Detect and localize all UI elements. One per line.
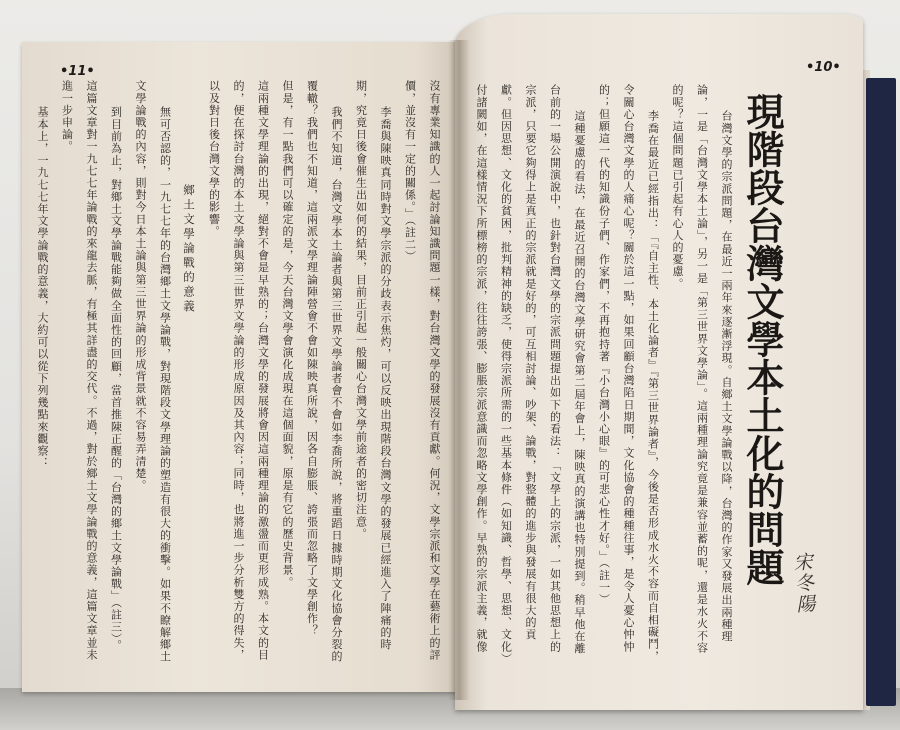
paragraph: 這種憂慮的看法，在最近召開的台灣文學研究會第二屆年會上，陳映真的演講也特別提到。稍早他在離台前的一場公開演說中，也針對台灣文學的宗派問題提出如下的看法：「文學上的宗派，一如其他思想上的宗派，只要它夠得上是真正的宗派就是好的，可互相討論、吵架、論戰，對整體的進步與發展有很大的貢獻。但因思想、文化的貧困，批判精神的缺乏，使得宗派所需的一些基本條件（如知識、哲學、思想、文化）付諸闕如，在這樣情況下所標榜的宗派，往往誇張、膨脹宗派意識而忽略文學創作。早熟的宗派主義，就像 [475,84,586,660]
paragraph: 這兩種文學理論的出現，絕對不會是早熟的；台灣文學的發展將會因這兩種理論的激盪而更形成熟。本文的目的，便在探討台灣的本土文學論與第三世界文學論的形成原因及其內容；同時，也將進一步分析雙方的得失，以及對日後台灣文學的影響。 [207,80,270,661]
paragraph: 李喬與陳映真同時對文學宗派的分歧表示焦灼，可以反映出現階段台灣文學的發展已經進入了陣痛的時期，究竟日後會催生出如何的結果，目前正引起一般關心台灣文學前途者的密切注意。 [354,80,392,651]
paragraph: 我們不知道，台灣文學本土論者與第三世界文學論者會不會如李喬所說，將重蹈日據時期文化協會分裂的覆轍？我們也不知道，這兩派文學理論陣營會不會如陳映真所說，因各自膨脹、誇張而忽略了文學創作？ [305,80,343,663]
book-cover [866,78,896,706]
left-page-body [36,80,446,664]
section-heading: 鄉土文學論戰的意義 [182,183,196,314]
right-page-number: •10• [806,60,841,75]
paragraph: 但是，有一點我們可以確定的是，今天台灣文學會演化成現在這個面貌，原是有它的歷史背景。 [281,80,294,589]
paragraph: 基本上，一九七七年文學論戰的意義，大約可以從下列幾點來觀察： [36,106,49,470]
article-title: 現階段台灣文學本土化的問題 [740,92,785,586]
left-page-number: •11• [60,64,95,79]
paragraph: 沒有專業知識的人一起討論知識問題一樣，對台灣文學的發展沒有貢獻。何況，文學宗派和文學在藝術上的評價，並沒有一定的關係。」（註二） [403,80,441,661]
paragraph: 李喬在最近已經指出：「『自主性、本土化論者』『第三世界論者』，今後是否形成水火不容而自相礙鬥，令關心台灣文學的人痛心呢？關於這一點，如果回顧台灣陷日期間，文化協會的種種往事，是令人憂心忡忡的；但願這一代的知識份子們、作家們，不再抱持著『小台灣小心眼』的可悲心性才好。」（註一） [597,84,660,663]
author-signature: 宋冬陽 [789,551,817,616]
paragraph: 無可否認的，一九七七年的台灣鄉土文學論戰，對現階段文學理論的塑造有很大的衝擊。如果不瞭解鄉土文學論戰的內容，則對今日本土論與第三世界論的形成背景就不容易弄清楚。 [134,80,172,663]
paragraph: 台灣文學的宗派問題，在最近一兩年來逐漸浮現。自鄉土文學論戰以降，台灣的作家又發展出兩種理論，一是「台灣文學本土論」，另一是「第三世界文學論」。這兩種理論究竟是兼容並蓄的呢，還是水火不容的呢？這個問題已引起有心人的憂慮。 [671,84,733,654]
right-page-body [462,84,738,664]
paragraph: 到目前為止，對鄉土文學論戰能夠做全面性的回顧，當首推陳正醒的「台灣的鄉土文學論戰」（註三）。這篇文章對一九七七年論戰的來龍去脈，有極其詳盡的交代。不過，對於鄉土文學論戰的意義，這篇文章並未進一步申論。 [60,80,123,661]
